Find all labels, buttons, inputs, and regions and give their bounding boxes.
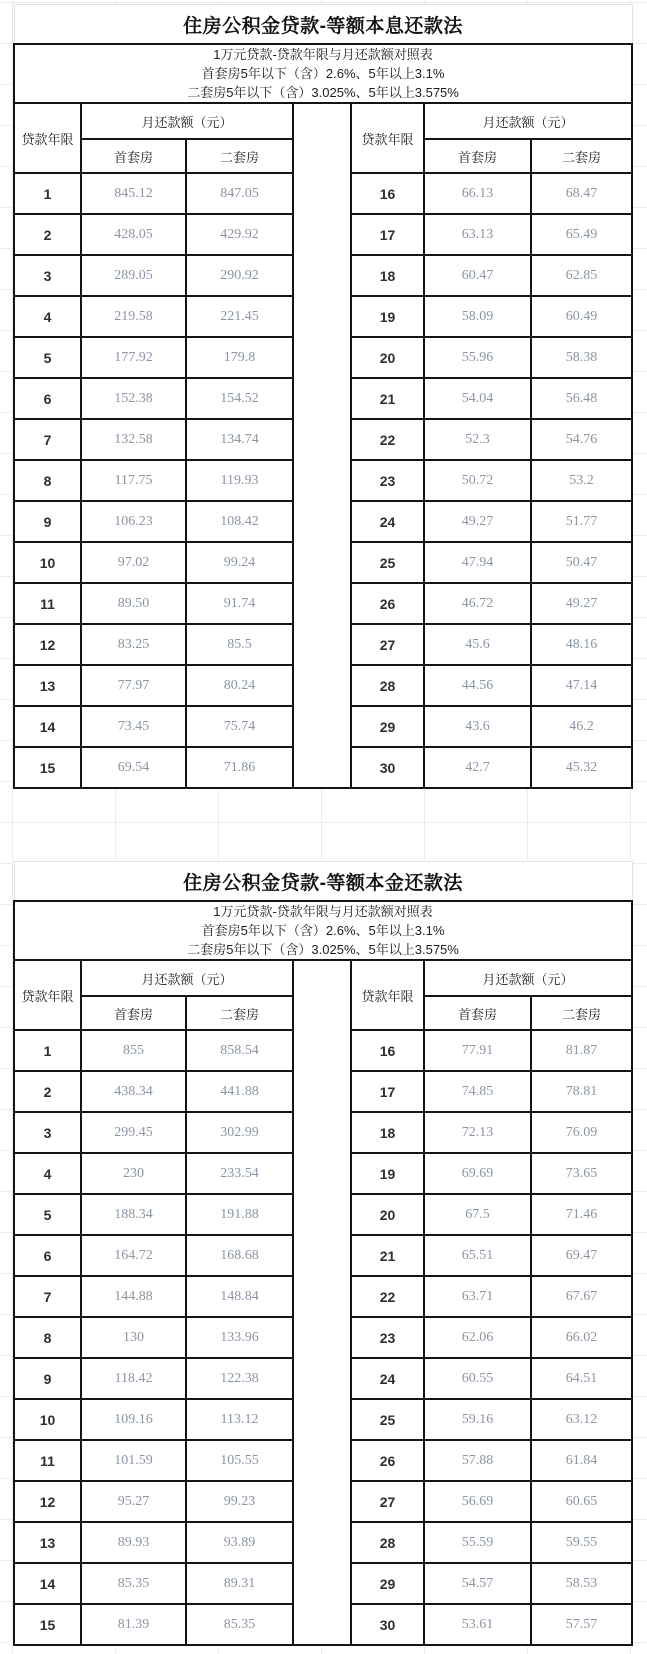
first-home-value-cell: 77.91 bbox=[424, 1030, 531, 1071]
second-home-value-cell: 148.84 bbox=[186, 1276, 293, 1317]
second-home-value-cell: 119.93 bbox=[186, 460, 293, 501]
second-home-value-cell: 69.47 bbox=[531, 1235, 632, 1276]
loan-term-cell: 25 bbox=[351, 1399, 424, 1440]
first-home-value-cell: 118.42 bbox=[81, 1358, 186, 1399]
first-home-value-cell: 60.47 bbox=[424, 255, 531, 296]
monthly-payment-header: 月还款额（元） bbox=[424, 103, 632, 139]
second-home-value-cell: 76.09 bbox=[531, 1112, 632, 1153]
first-home-value-cell: 72.13 bbox=[424, 1112, 531, 1153]
spreadsheet-gap bbox=[13, 789, 631, 861]
subtitle-line: 1万元贷款-贷款年限与月还款额对照表 bbox=[213, 47, 433, 62]
second-home-value-cell: 54.76 bbox=[531, 419, 632, 460]
first-home-value-cell: 89.50 bbox=[81, 583, 186, 624]
second-home-value-cell: 49.27 bbox=[531, 583, 632, 624]
first-home-value-cell: 67.5 bbox=[424, 1194, 531, 1235]
loan-term-cell: 18 bbox=[351, 1112, 424, 1153]
loan-term-cell: 30 bbox=[351, 1604, 424, 1645]
second-home-value-cell: 57.57 bbox=[531, 1604, 632, 1645]
first-home-value-cell: 299.45 bbox=[81, 1112, 186, 1153]
loan-term-cell: 25 bbox=[351, 542, 424, 583]
second-home-value-cell: 71.46 bbox=[531, 1194, 632, 1235]
loan-term-cell: 27 bbox=[351, 624, 424, 665]
first-home-value-cell: 438.34 bbox=[81, 1071, 186, 1112]
loan-term-cell: 4 bbox=[14, 296, 81, 337]
second-home-value-cell: 63.12 bbox=[531, 1399, 632, 1440]
second-home-value-cell: 191.88 bbox=[186, 1194, 293, 1235]
loan-term-cell: 9 bbox=[14, 501, 81, 542]
first-home-value-cell: 130 bbox=[81, 1317, 186, 1358]
first-home-value-cell: 66.13 bbox=[424, 173, 531, 214]
loan-term-cell: 24 bbox=[351, 1358, 424, 1399]
monthly-payment-header: 月还款额（元） bbox=[81, 960, 293, 996]
loan-term-cell: 18 bbox=[351, 255, 424, 296]
loan-term-cell: 3 bbox=[14, 255, 81, 296]
repayment-table-equal-principal bbox=[13, 861, 633, 1646]
second-home-value-cell: 47.14 bbox=[531, 665, 632, 706]
loan-term-cell: 20 bbox=[351, 337, 424, 378]
second-home-value-cell: 67.67 bbox=[531, 1276, 632, 1317]
second-home-value-cell: 441.88 bbox=[186, 1071, 293, 1112]
first-home-value-cell: 63.13 bbox=[424, 214, 531, 255]
first-home-header: 首套房 bbox=[424, 139, 531, 173]
second-home-value-cell: 168.68 bbox=[186, 1235, 293, 1276]
first-home-value-cell: 845.12 bbox=[81, 173, 186, 214]
first-home-value-cell: 73.45 bbox=[81, 706, 186, 747]
monthly-payment-header: 月还款额（元） bbox=[81, 103, 293, 139]
second-home-value-cell: 133.96 bbox=[186, 1317, 293, 1358]
subtitle-line: 首套房5年以下（含）2.6%、5年以上3.1% bbox=[201, 923, 445, 938]
first-home-value-cell: 60.55 bbox=[424, 1358, 531, 1399]
loan-term-cell: 10 bbox=[14, 542, 81, 583]
second-home-value-cell: 858.54 bbox=[186, 1030, 293, 1071]
second-home-value-cell: 51.77 bbox=[531, 501, 632, 542]
second-home-value-cell: 91.74 bbox=[186, 583, 293, 624]
loan-term-cell: 28 bbox=[351, 1522, 424, 1563]
first-home-value-cell: 289.05 bbox=[81, 255, 186, 296]
subtitle-line: 二套房5年以下（含）3.025%、5年以上3.575% bbox=[187, 85, 459, 100]
loan-term-cell: 30 bbox=[351, 747, 424, 788]
first-home-value-cell: 101.59 bbox=[81, 1440, 186, 1481]
loan-term-cell: 19 bbox=[351, 296, 424, 337]
second-home-value-cell: 847.05 bbox=[186, 173, 293, 214]
second-home-header: 二套房 bbox=[531, 996, 632, 1030]
first-home-value-cell: 95.27 bbox=[81, 1481, 186, 1522]
second-home-value-cell: 99.24 bbox=[186, 542, 293, 583]
loan-term-cell: 21 bbox=[351, 1235, 424, 1276]
second-home-header: 二套房 bbox=[531, 139, 632, 173]
table-title: 住房公积金贷款-等额本息还款法 bbox=[14, 5, 632, 45]
first-home-value-cell: 65.51 bbox=[424, 1235, 531, 1276]
loan-term-cell: 6 bbox=[14, 1235, 81, 1276]
second-home-value-cell: 60.65 bbox=[531, 1481, 632, 1522]
loan-term-cell: 17 bbox=[351, 1071, 424, 1112]
first-home-value-cell: 47.94 bbox=[424, 542, 531, 583]
first-home-value-cell: 855 bbox=[81, 1030, 186, 1071]
first-home-value-cell: 50.72 bbox=[424, 460, 531, 501]
first-home-header: 首套房 bbox=[424, 996, 531, 1030]
second-home-value-cell: 46.2 bbox=[531, 706, 632, 747]
second-home-value-cell: 85.35 bbox=[186, 1604, 293, 1645]
first-home-value-cell: 54.04 bbox=[424, 378, 531, 419]
second-home-value-cell: 50.47 bbox=[531, 542, 632, 583]
first-home-value-cell: 59.16 bbox=[424, 1399, 531, 1440]
loan-term-cell: 13 bbox=[14, 1522, 81, 1563]
first-home-value-cell: 56.69 bbox=[424, 1481, 531, 1522]
first-home-value-cell: 230 bbox=[81, 1153, 186, 1194]
second-home-value-cell: 80.24 bbox=[186, 665, 293, 706]
loan-term-cell: 19 bbox=[351, 1153, 424, 1194]
first-home-value-cell: 219.58 bbox=[81, 296, 186, 337]
loan-term-cell: 13 bbox=[14, 665, 81, 706]
first-home-value-cell: 45.6 bbox=[424, 624, 531, 665]
second-home-value-cell: 64.51 bbox=[531, 1358, 632, 1399]
loan-term-cell: 5 bbox=[14, 337, 81, 378]
first-home-value-cell: 43.6 bbox=[424, 706, 531, 747]
loan-term-cell: 2 bbox=[14, 214, 81, 255]
first-home-value-cell: 85.35 bbox=[81, 1563, 186, 1604]
first-home-value-cell: 144.88 bbox=[81, 1276, 186, 1317]
second-home-value-cell: 62.85 bbox=[531, 255, 632, 296]
second-home-header: 二套房 bbox=[186, 996, 293, 1030]
loan-term-cell: 15 bbox=[14, 747, 81, 788]
first-home-value-cell: 49.27 bbox=[424, 501, 531, 542]
second-home-value-cell: 99.23 bbox=[186, 1481, 293, 1522]
loan-term-cell: 11 bbox=[14, 583, 81, 624]
second-home-value-cell: 122.38 bbox=[186, 1358, 293, 1399]
second-home-value-cell: 68.47 bbox=[531, 173, 632, 214]
loan-term-header: 贷款年限 bbox=[14, 103, 81, 173]
second-home-value-cell: 81.87 bbox=[531, 1030, 632, 1071]
loan-term-cell: 10 bbox=[14, 1399, 81, 1440]
loan-term-cell: 7 bbox=[14, 1276, 81, 1317]
second-home-value-cell: 233.54 bbox=[186, 1153, 293, 1194]
first-home-value-cell: 152.38 bbox=[81, 378, 186, 419]
loan-term-header: 贷款年限 bbox=[351, 103, 424, 173]
second-home-value-cell: 59.55 bbox=[531, 1522, 632, 1563]
loan-term-cell: 16 bbox=[351, 173, 424, 214]
first-home-value-cell: 52.3 bbox=[424, 419, 531, 460]
loan-term-cell: 8 bbox=[14, 1317, 81, 1358]
table-subtitle bbox=[14, 44, 632, 103]
loan-term-cell: 26 bbox=[351, 1440, 424, 1481]
second-home-value-cell: 85.5 bbox=[186, 624, 293, 665]
second-home-value-cell: 108.42 bbox=[186, 501, 293, 542]
first-home-value-cell: 55.96 bbox=[424, 337, 531, 378]
first-home-value-cell: 81.39 bbox=[81, 1604, 186, 1645]
table-title: 住房公积金贷款-等额本金还款法 bbox=[14, 862, 632, 902]
subtitle-line: 首套房5年以下（含）2.6%、5年以上3.1% bbox=[201, 66, 445, 81]
first-home-value-cell: 188.34 bbox=[81, 1194, 186, 1235]
table-subtitle bbox=[14, 901, 632, 960]
first-home-header: 首套房 bbox=[81, 996, 186, 1030]
loan-term-cell: 15 bbox=[14, 1604, 81, 1645]
second-home-value-cell: 58.53 bbox=[531, 1563, 632, 1604]
second-home-value-cell: 105.55 bbox=[186, 1440, 293, 1481]
first-home-value-cell: 55.59 bbox=[424, 1522, 531, 1563]
second-home-value-cell: 154.52 bbox=[186, 378, 293, 419]
loan-term-cell: 8 bbox=[14, 460, 81, 501]
second-home-value-cell: 60.49 bbox=[531, 296, 632, 337]
second-home-value-cell: 221.45 bbox=[186, 296, 293, 337]
loan-term-cell: 2 bbox=[14, 1071, 81, 1112]
first-home-value-cell: 57.88 bbox=[424, 1440, 531, 1481]
repayment-table-equal-installment bbox=[13, 4, 633, 789]
first-home-value-cell: 83.25 bbox=[81, 624, 186, 665]
loan-term-cell: 9 bbox=[14, 1358, 81, 1399]
loan-term-cell: 22 bbox=[351, 419, 424, 460]
second-home-value-cell: 113.12 bbox=[186, 1399, 293, 1440]
first-home-value-cell: 44.56 bbox=[424, 665, 531, 706]
first-home-value-cell: 97.02 bbox=[81, 542, 186, 583]
first-home-value-cell: 77.97 bbox=[81, 665, 186, 706]
loan-term-cell: 27 bbox=[351, 1481, 424, 1522]
loan-term-cell: 22 bbox=[351, 1276, 424, 1317]
loan-term-cell: 11 bbox=[14, 1440, 81, 1481]
spacer-column bbox=[293, 103, 351, 788]
loan-term-cell: 21 bbox=[351, 378, 424, 419]
second-home-header: 二套房 bbox=[186, 139, 293, 173]
first-home-header: 首套房 bbox=[81, 139, 186, 173]
first-home-value-cell: 117.75 bbox=[81, 460, 186, 501]
loan-term-cell: 1 bbox=[14, 1030, 81, 1071]
first-home-value-cell: 428.05 bbox=[81, 214, 186, 255]
first-home-value-cell: 63.71 bbox=[424, 1276, 531, 1317]
loan-term-header: 贷款年限 bbox=[14, 960, 81, 1030]
first-home-value-cell: 53.61 bbox=[424, 1604, 531, 1645]
first-home-value-cell: 62.06 bbox=[424, 1317, 531, 1358]
loan-term-cell: 24 bbox=[351, 501, 424, 542]
first-home-value-cell: 42.7 bbox=[424, 747, 531, 788]
loan-term-cell: 28 bbox=[351, 665, 424, 706]
loan-term-cell: 23 bbox=[351, 460, 424, 501]
first-home-value-cell: 74.85 bbox=[424, 1071, 531, 1112]
loan-term-cell: 26 bbox=[351, 583, 424, 624]
second-home-value-cell: 56.48 bbox=[531, 378, 632, 419]
monthly-payment-header: 月还款额（元） bbox=[424, 960, 632, 996]
first-home-value-cell: 58.09 bbox=[424, 296, 531, 337]
second-home-value-cell: 429.92 bbox=[186, 214, 293, 255]
first-home-value-cell: 69.54 bbox=[81, 747, 186, 788]
loan-term-cell: 14 bbox=[14, 1563, 81, 1604]
second-home-value-cell: 66.02 bbox=[531, 1317, 632, 1358]
first-home-value-cell: 106.23 bbox=[81, 501, 186, 542]
second-home-value-cell: 134.74 bbox=[186, 419, 293, 460]
second-home-value-cell: 290.92 bbox=[186, 255, 293, 296]
second-home-value-cell: 48.16 bbox=[531, 624, 632, 665]
second-home-value-cell: 302.99 bbox=[186, 1112, 293, 1153]
first-home-value-cell: 54.57 bbox=[424, 1563, 531, 1604]
loan-term-cell: 7 bbox=[14, 419, 81, 460]
loan-term-cell: 29 bbox=[351, 706, 424, 747]
second-home-value-cell: 53.2 bbox=[531, 460, 632, 501]
second-home-value-cell: 93.89 bbox=[186, 1522, 293, 1563]
second-home-value-cell: 73.65 bbox=[531, 1153, 632, 1194]
subtitle-line: 二套房5年以下（含）3.025%、5年以上3.575% bbox=[187, 942, 459, 957]
spacer-column bbox=[293, 960, 351, 1645]
second-home-value-cell: 78.81 bbox=[531, 1071, 632, 1112]
loan-term-cell: 4 bbox=[14, 1153, 81, 1194]
loan-term-cell: 29 bbox=[351, 1563, 424, 1604]
loan-term-cell: 17 bbox=[351, 214, 424, 255]
loan-term-cell: 1 bbox=[14, 173, 81, 214]
first-home-value-cell: 164.72 bbox=[81, 1235, 186, 1276]
first-home-value-cell: 132.58 bbox=[81, 419, 186, 460]
loan-term-header: 贷款年限 bbox=[351, 960, 424, 1030]
loan-term-cell: 6 bbox=[14, 378, 81, 419]
first-home-value-cell: 177.92 bbox=[81, 337, 186, 378]
subtitle-line: 1万元贷款-贷款年限与月还款额对照表 bbox=[213, 904, 433, 919]
second-home-value-cell: 179.8 bbox=[186, 337, 293, 378]
second-home-value-cell: 75.74 bbox=[186, 706, 293, 747]
second-home-value-cell: 45.32 bbox=[531, 747, 632, 788]
second-home-value-cell: 65.49 bbox=[531, 214, 632, 255]
loan-term-cell: 12 bbox=[14, 1481, 81, 1522]
first-home-value-cell: 69.69 bbox=[424, 1153, 531, 1194]
loan-term-cell: 14 bbox=[14, 706, 81, 747]
first-home-value-cell: 89.93 bbox=[81, 1522, 186, 1563]
loan-term-cell: 3 bbox=[14, 1112, 81, 1153]
loan-term-cell: 5 bbox=[14, 1194, 81, 1235]
loan-term-cell: 23 bbox=[351, 1317, 424, 1358]
second-home-value-cell: 71.86 bbox=[186, 747, 293, 788]
second-home-value-cell: 58.38 bbox=[531, 337, 632, 378]
loan-term-cell: 16 bbox=[351, 1030, 424, 1071]
loan-term-cell: 12 bbox=[14, 624, 81, 665]
loan-term-cell: 20 bbox=[351, 1194, 424, 1235]
second-home-value-cell: 89.31 bbox=[186, 1563, 293, 1604]
second-home-value-cell: 61.84 bbox=[531, 1440, 632, 1481]
first-home-value-cell: 109.16 bbox=[81, 1399, 186, 1440]
first-home-value-cell: 46.72 bbox=[424, 583, 531, 624]
